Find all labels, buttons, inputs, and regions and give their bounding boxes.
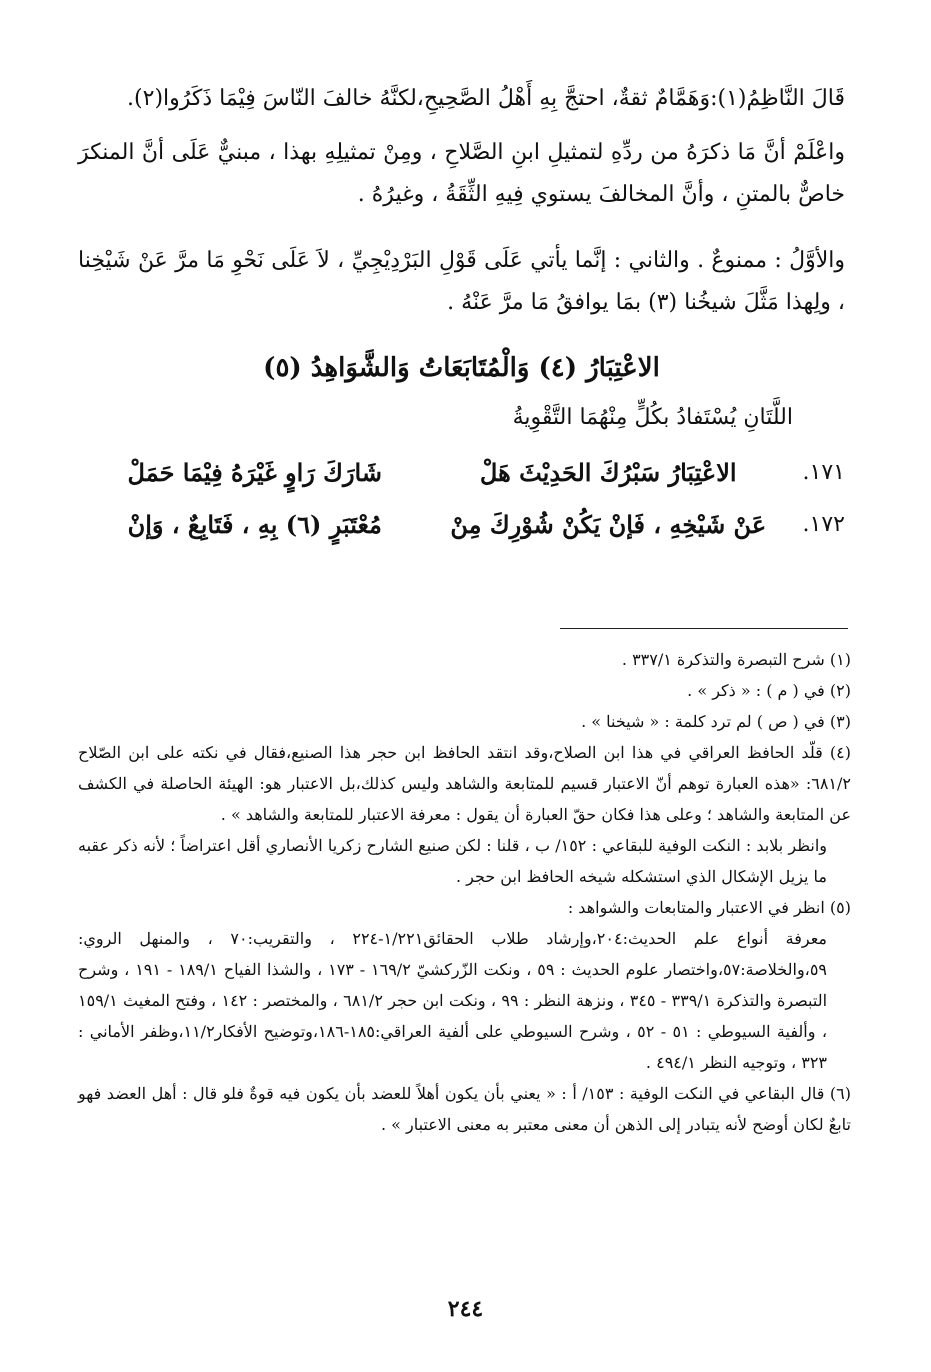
verse-number: ١٧١.: [802, 459, 845, 485]
page-number: ٢٤٤: [447, 1296, 484, 1322]
footnote-6: (٦) قال البقاعي في النكت الوفية : ١٥٣/ أ : « يعني بأن يكون أهلاً للعضد بأن يكون فيه قوةٌ فلو قال : أهل العضد فهو تابعٌ لكان أوضح لأنه يتبادر إلى الذهن أن معنى معتبر به معنى الاعتبار » .: [78, 1084, 851, 1134]
verse-first-hemistich: عَنْ شَيْخِهِ ، فَإنْ يَكُنْ شُوْرِكَ مِنْ: [450, 509, 767, 539]
footnote-2: (٢) في ( م ) : « ذكر » .: [687, 681, 851, 700]
footnote-5-continued: معرفة أنواع علم الحديث:٢٠٤،وإرشاد طلاب الحقائق١/٢٢١-٢٢٤ ، والتقريب:٧٠ ، والمنهل الروي: ٥٩،والخلاصة:٥٧،واختصار علوم الحديث : ٥٩ ، ونكت الزّركشيّ ١٦٩/٢ - ١٧٣ ، والشذا الفياح ١٨٩/١ - ١٩١ ، وشرح التبصرة والتذكرة ٣٣٩/١ - ٣٤٥ ، ونزهة النظر : ٩٩ ، ونكت ابن حجر ٦٨١/٢ ، والمختصر : ١٤٢ ، وفتح المغيث ١٥٩/١ ، وألفية السيوطي : ٥١ - ٥٢ ، وشرح السيوطي على ألفية العراقي:١٨٥-١٨٦،وتوضيح الأفكار١١/٢،وظفر الأماني : ٣٢٣ ، وتوجيه النظر ٤٩٤/١ .: [78, 929, 828, 1072]
verse-second-hemistich: مُعْتَبَرٍ (٦) بِهِ ، فَتَابِعٌ ، وَإنْ: [127, 509, 382, 539]
body-paragraph-2: واعْلَمْ أنَّ مَا ذكرَهُ من ردِّهِ لتمثيلِ ابنِ الصَّلاحِ ، ومِنْ تمثيلِهِ بهذا ، مبنيٌّ عَلَى أنَّ المنكرَ خاصٌّ بالمتنِ ، وأنَّ المخالفَ يستوي فِيهِ الثِّقَةُ ، وغيرُهُ .: [78, 140, 845, 207]
footnotes: [78, 644, 851, 1140]
footnote-1: (١) شرح التبصرة والتذكرة ٣٣٧/١ .: [621, 650, 851, 669]
footnote-4: (٤) قلّد الحافظ العراقي في هذا ابن الصلاح،وقد انتقد الحافظ ابن حجر هذا الصنيع،فقال في نكته على ابن الصّلاح ٦٨١/٢: «هذه العبارة توهم أنّ الاعتبار قسيم للمتابعة والشاهد وليس كذلك،بل الاعتبار هو: الهيئة الحاصلة في الكشف عن المتابعة والشاهد ؛ وعلى هذا فكان حقّ العبارة أن يقول : معرفة الاعتبار للمتابعة والشاهد » .: [78, 743, 852, 824]
body-paragraph-3: والأوَّلُ : ممنوعٌ . والثاني : إنَّما يأتي عَلَى قَوْلِ البَرْدِيْجِيِّ ، لاَ عَلَى نَحْوِ مَا مرَّ عَنْ شَيْخِنا ، ولِهذا مَثَّلَ شيخُنا (٣) بمَا يوافقُ مَا مرَّ عَنْهُ .: [78, 248, 845, 315]
footnote-3: (٣) في ( ص ) لم ترد كلمة : « شيخنا » .: [581, 712, 851, 731]
footnote-4-continued: وانظر بلابد : النكت الوفية للبقاعي : ١٥٢/ ب ، قلنا : لكن صنيع الشارح زكريا الأنصاري أقل اعتراضاً ؛ لأنه ذكر عقبه ما يزيل الإشكال الذي استشكله شيخه الحافظ ابن حجر .: [78, 836, 828, 886]
footnote-5: (٥) انظر في الاعتبار والمتابعات والشواهد :: [567, 898, 851, 917]
section-heading: الاعْتِبَارُ (٤) وَالْمُتَابَعَاتُ وَالشَّوَاهِدُ (٥): [263, 353, 660, 383]
verse-171: [78, 452, 845, 492]
body-paragraph-1: قَالَ النَّاظِمُ(١):وَهَمَّامٌ ثقةٌ، احتجَّ بِهِ أَهْلُ الصَّحِيحِ،لكنَّهُ خالفَ النّاسَ فِيْمَا ذَكَرُوا(٢).: [127, 86, 845, 111]
section-subheading: اللَّتَانِ يُسْتَفادُ بكُلٍّ مِنْهُمَا التَّقْوِيةُ: [512, 405, 793, 430]
verse-second-hemistich: شَارَكَ رَاوٍ غَيْرَهُ فِيْمَا حَمَلْ: [127, 457, 382, 487]
verse-first-hemistich: الاعْتِبَارُ سَبْرُكَ الحَدِيْثَ هَلْ: [479, 457, 737, 487]
verse-172: [78, 504, 845, 544]
verse-number: ١٧٢.: [802, 511, 845, 537]
footnote-separator: [560, 628, 848, 629]
